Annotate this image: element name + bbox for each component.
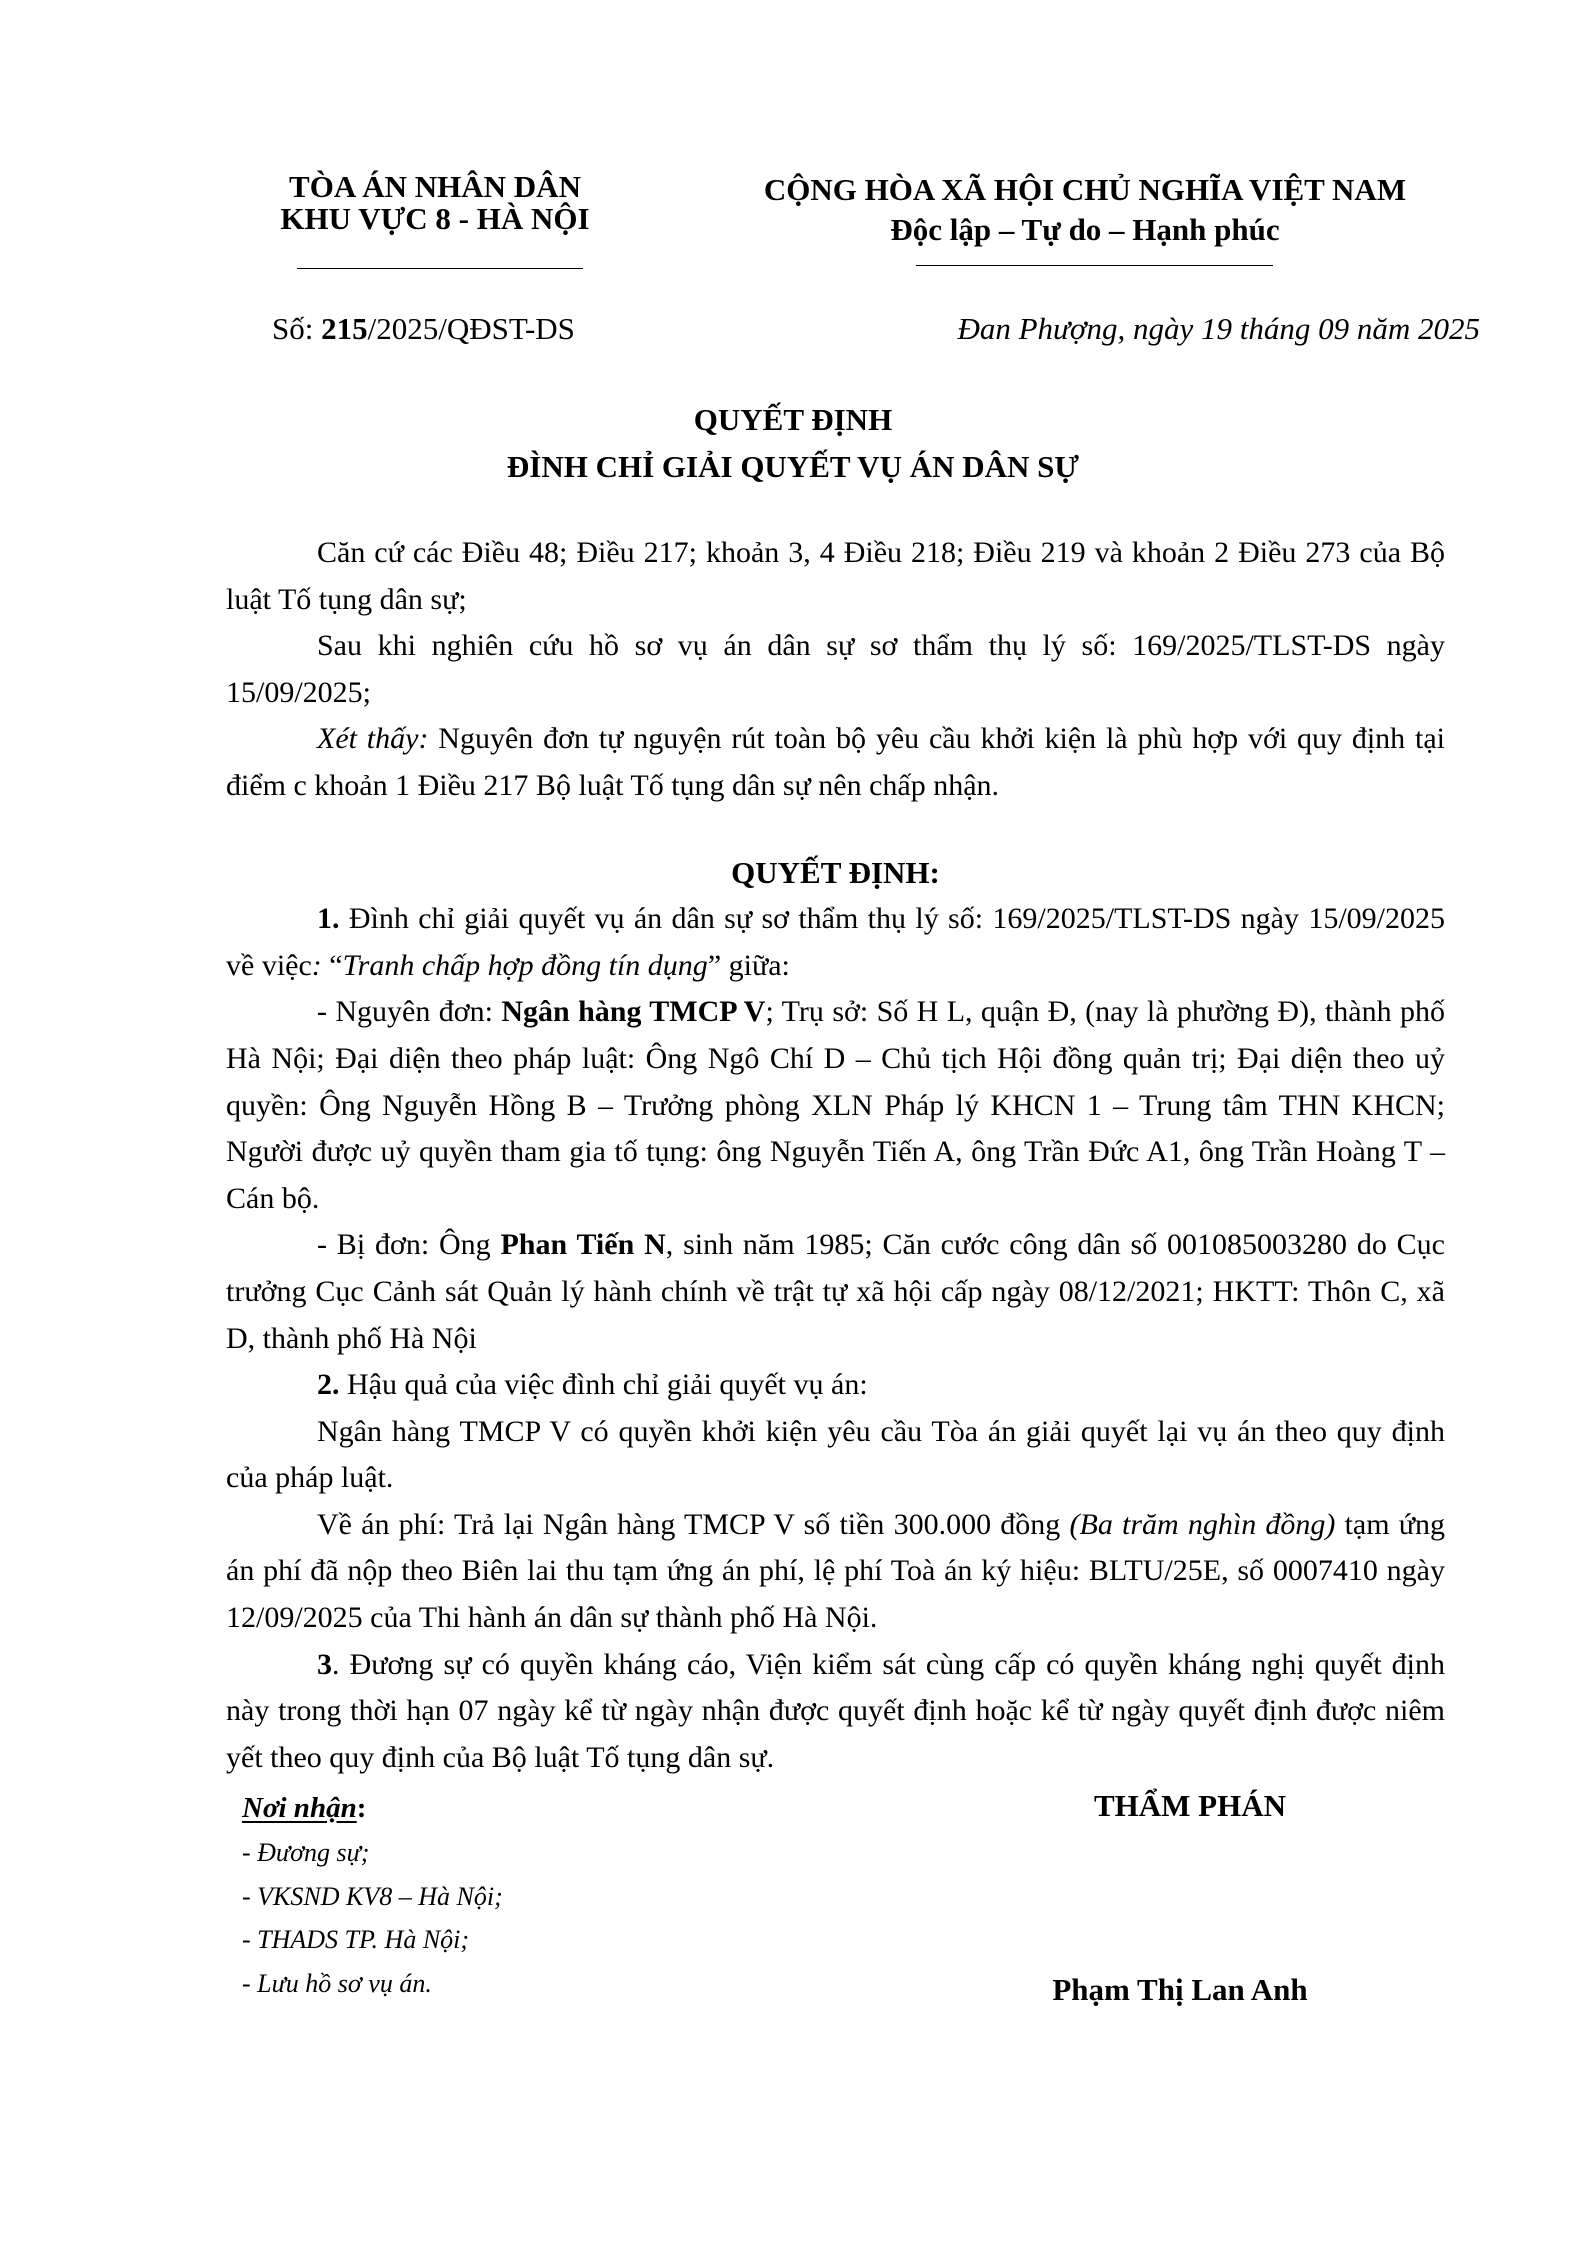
- document-title-line2: ĐÌNH CHỈ GIẢI QUYẾT VỤ ÁN DÂN SỰ: [506, 449, 1080, 484]
- motto: Độc lập – Tự do – Hạnh phúc: [890, 212, 1280, 247]
- decision-heading: QUYẾT ĐỊNH:: [731, 854, 940, 890]
- document-number: [272, 309, 575, 349]
- recipient-item: - Lưu hồ sơ vụ án.: [242, 1968, 432, 1998]
- item-2-right-to-sue: Ngân hàng TMCP V có quyền khởi kiện yêu cầu Tòa án giải quyết lại vụ án theo quy định của pháp luật.: [226, 1414, 1445, 1495]
- plaintiff-details: ; Trụ sở: Số H L, quận Đ, (nay là phường Đ), thành phố Hà Nội; Đại diện theo pháp luật: Ông Ngô Chí D – Chủ tịch Hội đồng quản trị; Đại diện theo uỷ quyền: Ông Nguyễn Hồng B – Trưởng phòng XLN Pháp lý KHCN 1 – Trung tâm THN KHCN; Người được uỷ quyền tham gia tố tụng: ông Nguyễn Tiến A, ông Trần Đức A1, ông Trần Hoàng T – Cán bộ.: [226, 995, 1446, 1215]
- recipients-colon: :: [356, 1792, 367, 1824]
- item-1-quote-open: “: [321, 948, 343, 982]
- document-title-line1: QUYẾT ĐỊNH: [693, 402, 893, 437]
- document-body: [226, 530, 1445, 1781]
- recipients-label: Nơi nhận: [242, 1792, 357, 1824]
- document-number-prefix: Số:: [272, 311, 322, 346]
- recipient-item: - Đương sự;: [242, 1838, 370, 1867]
- defendant-details: , sinh năm 1985; Căn cước công dân số 001085003280 do Cục trưởng Cục Cảnh sát Quản lý hành chính về trật tự xã hội cấp ngày 08/12/2021; HKTT: Thôn C, xã D, thành phố Hà Nội: [226, 1228, 1445, 1355]
- signature-title: THẨM PHÁN: [1093, 1788, 1286, 1823]
- court-name-line2: KHU VỰC 8 - HÀ NỘI: [280, 201, 590, 236]
- place-date: Đan Phượng, ngày 19 tháng 09 năm 2025: [957, 311, 1480, 346]
- decision-item-3: [226, 1642, 1445, 1782]
- item-2-court-fee: [226, 1502, 1445, 1642]
- decision-item-2: [226, 1362, 1445, 1409]
- motto-rule: [916, 265, 1273, 266]
- preamble-consideration: [226, 716, 1445, 809]
- plaintiff-label: - Nguyên đơn:: [317, 995, 502, 1029]
- court-fee-words: (Ba trăm nghìn đồng): [1069, 1507, 1336, 1541]
- recipient-item: - VKSND KV8 – Hà Nội;: [242, 1881, 503, 1911]
- preamble-legal-basis: Căn cứ các Điều 48; Điều 217; khoản 3, 4 Điều 218; Điều 219 và khoản 2 Điều 273 của Bộ luật Tố tụng dân sự;: [226, 536, 1445, 616]
- document-number-suffix: /2025/QĐST-DS: [367, 311, 575, 346]
- court-fee-receipt: tạm ứng án phí đã nộp theo Biên lai thu tạm ứng án phí, lệ phí Toà án ký hiệu: BLTU/25E, số 0007410 ngày 12/09/2025 của Thi hành án dân sự thành phố Hà Nội.: [226, 1507, 1446, 1635]
- item-1-quote-close: ” giữa:: [707, 948, 790, 982]
- plaintiff-name: Ngân hàng TMCP V: [501, 995, 766, 1029]
- country-name: CỘNG HÒA XÃ HỘI CHỦ NGHĨA VIỆT NAM: [763, 172, 1407, 207]
- decision-item-1: [226, 896, 1445, 989]
- consideration-text: Nguyên đơn tự nguyện rút toàn bộ yêu cầu khởi kiện là phù hợp với quy định tại điểm c khoản 1 Điều 217 Bộ luật Tố tụng dân sự nên chấp nhận.: [226, 722, 1445, 802]
- signatory-name: Phạm Thị Lan Anh: [1052, 1972, 1308, 2007]
- preamble-case-study: Sau khi nghiên cứu hồ sơ vụ án dân sự sơ thẩm thụ lý số: 169/2025/TLST-DS ngày 15/09/2025;: [226, 629, 1445, 709]
- item-2-text: Hậu quả của việc đình chỉ giải quyết vụ án:: [339, 1368, 868, 1402]
- document-title: [0, 394, 1586, 492]
- item-3-text: . Đương sự có quyền kháng cáo, Viện kiểm sát cùng cấp có quyền kháng nghị quyết định này trong thời hạn 07 ngày kể từ ngày nhận được quyết định hoặc kể từ ngày quyết định được niêm yết theo quy định của Bộ luật Tố tụng dân sự.: [226, 1647, 1445, 1774]
- defendant-label: - Bị đơn: Ông: [317, 1228, 501, 1262]
- defendant-info: [226, 1222, 1445, 1362]
- recipient-item: - THADS TP. Hà Nội;: [242, 1925, 470, 1954]
- item-1-number: 1.: [317, 902, 340, 936]
- plaintiff-info: [226, 989, 1445, 1222]
- item-1-colon: :: [311, 948, 322, 982]
- national-motto: [700, 174, 1470, 246]
- item-3-number: 3: [317, 1647, 332, 1681]
- consideration-label: Xét thấy:: [317, 722, 429, 756]
- item-2-number: 2.: [317, 1368, 340, 1402]
- defendant-name: Phan Tiến N: [500, 1228, 666, 1262]
- item-1-text: Đình chỉ giải quyết vụ án dân sự sơ thẩm thụ lý số: 169/2025/TLST-DS ngày 15/09/2025 về việc: [226, 902, 1445, 982]
- recipients: [242, 1786, 503, 2005]
- court-name-line1: TÒA ÁN NHÂN DÂN: [289, 169, 581, 204]
- court-name-rule: [297, 268, 583, 269]
- document-number-value: 215: [321, 311, 368, 346]
- court-name: [235, 171, 635, 235]
- court-fee-text: Về án phí: Trả lại Ngân hàng TMCP V số tiền 300.000 đồng: [317, 1507, 1070, 1541]
- case-type: Tranh chấp hợp đồng tín dụng: [342, 948, 708, 982]
